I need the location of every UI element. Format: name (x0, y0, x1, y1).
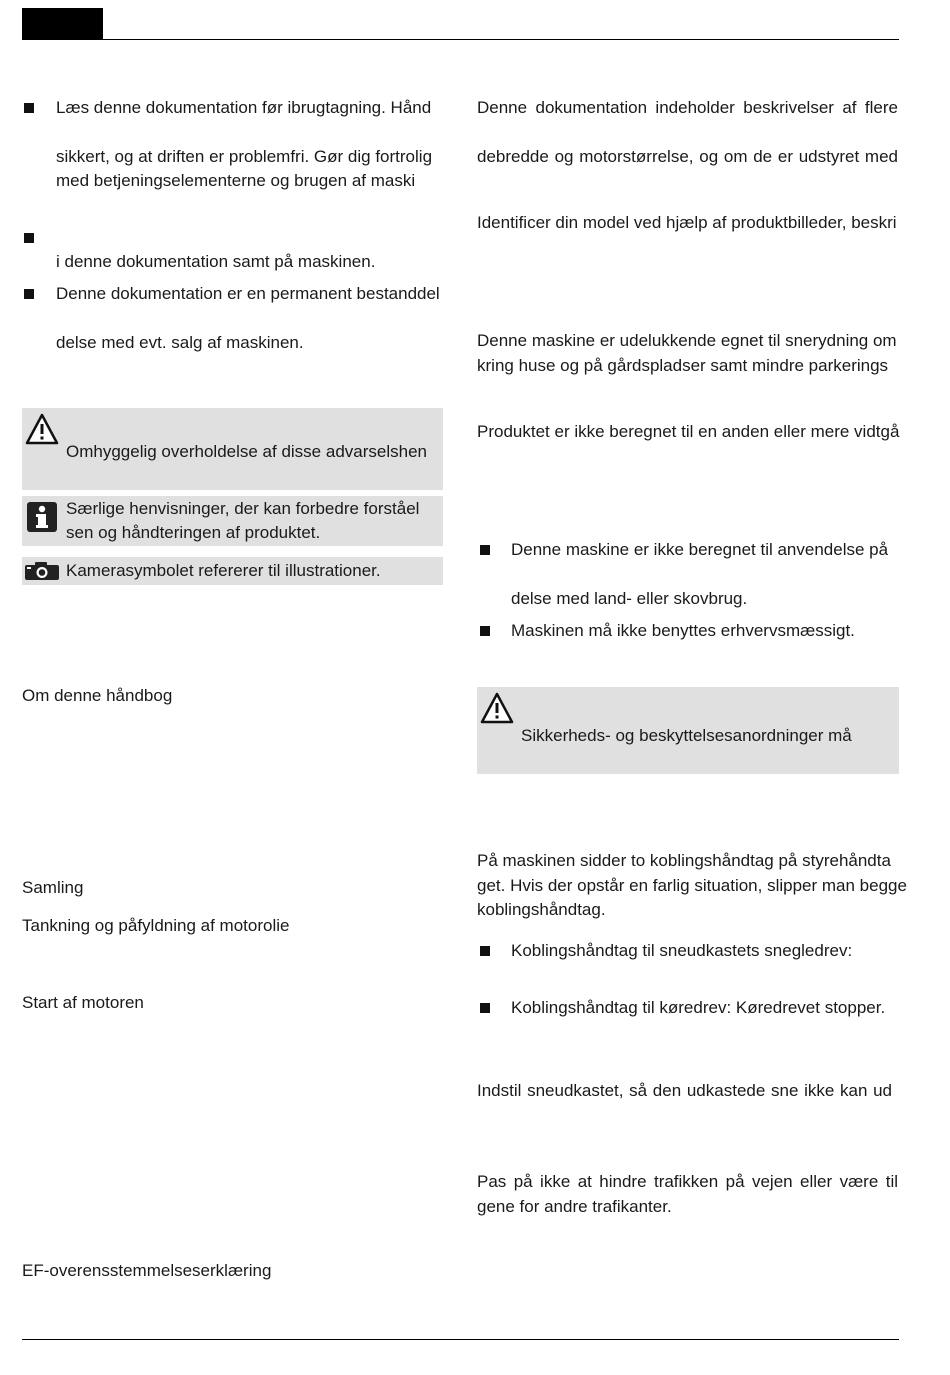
right-para-line-1: På maskinen sidder to koblingshåndtag på styrehåndta (477, 851, 891, 870)
bullet-square (480, 1003, 490, 1013)
right-bullet-1-line-2: delse med land- eller skovbrug. (511, 589, 748, 608)
bullet-square (24, 103, 34, 113)
right-text-7: Indstil sneudkastet, så den udkastede sne ikke kan ud (477, 1081, 892, 1100)
info-line-1: Særlige henvisninger, der kan forbedre forståel (66, 499, 420, 518)
warning-box (22, 408, 443, 490)
toc-item: Om denne håndbog (22, 686, 173, 705)
bullet-square (480, 545, 490, 555)
left-para-1-line-1: Læs denne dokumentation før ibrugtagning. Hånd (56, 98, 432, 117)
right-bullet-2: Maskinen må ikke benyttes erhvervsmæssigt. (511, 621, 855, 640)
right-bullet-4: Koblingshåndtag til køredrev: Køredrevet stopper. (511, 998, 886, 1017)
right-para-line-2: get. Hvis der opstår en farlig situation, slipper man begge (477, 876, 907, 895)
right-text-3: Identificer din model ved hjælp af produktbilleder, beskri (477, 213, 897, 232)
right-bullet-3: Koblingshåndtag til sneudkastets snegledrev: (511, 941, 853, 960)
left-para-1-line-2: sikkert, og at driften er problemfri. Gør dig fortrolig (56, 147, 433, 166)
bullet-square (480, 946, 490, 956)
right-text-8-line-2: gene for andre trafikanter. (477, 1197, 672, 1216)
warning-triangle-icon (480, 692, 514, 724)
camera-box (22, 557, 443, 585)
right-bullet-1-line-1: Denne maskine er ikke beregnet til anvendelse på (511, 540, 889, 559)
left-para-3-line-2: delse med evt. salg af maskinen. (56, 333, 304, 352)
header-tab (22, 8, 103, 40)
warning-text: Sikkerheds- og beskyttelsesanordninger må (521, 726, 852, 745)
right-text-4: Denne maskine er udelukkende egnet til snerydning om (477, 331, 897, 350)
right-text-6: Produktet er ikke beregnet til en anden eller mere vidtgå (477, 422, 900, 441)
warning-triangle-icon (25, 413, 59, 445)
bullet-square (480, 626, 490, 636)
warning-text: Omhyggelig overholdelse af disse advarselshen (66, 442, 427, 461)
toc-item: EF-overensstemmelseserklæring (22, 1261, 272, 1280)
right-text-2: debredde og motorstørrelse, og om de er udstyret med (477, 147, 898, 166)
bullet-square (24, 233, 34, 243)
right-text-5: kring huse og på gårdspladser samt mindre parkerings (477, 356, 889, 375)
info-line-2: sen og håndteringen af produktet. (66, 523, 321, 542)
camera-text: Kamerasymbolet refererer til illustrationer. (66, 561, 381, 580)
toc-item: Start af motoren (22, 993, 144, 1012)
toc-item: Samling (22, 878, 84, 897)
toc-item: Tankning og påfyldning af motorolie (22, 916, 290, 935)
left-para-2-line-1: i denne dokumentation samt på maskinen. (56, 252, 376, 271)
left-para-1-line-3: med betjeningselementerne og brugen af maski (56, 171, 416, 190)
bullet-square (24, 289, 34, 299)
left-para-3-line-1: Denne dokumentation er en permanent bestanddel (56, 284, 440, 303)
info-box (22, 496, 443, 546)
header-rule (22, 39, 899, 40)
right-para-line-3: koblingshåndtag. (477, 900, 606, 919)
warning-box (477, 687, 899, 774)
info-icon (27, 502, 57, 532)
camera-icon (24, 561, 60, 581)
footer-rule (22, 1339, 899, 1340)
right-text-8-line-1: Pas på ikke at hindre trafikken på vejen eller være til (477, 1172, 898, 1191)
right-text-1: Denne dokumentation indeholder beskrivelser af flere (477, 98, 898, 117)
